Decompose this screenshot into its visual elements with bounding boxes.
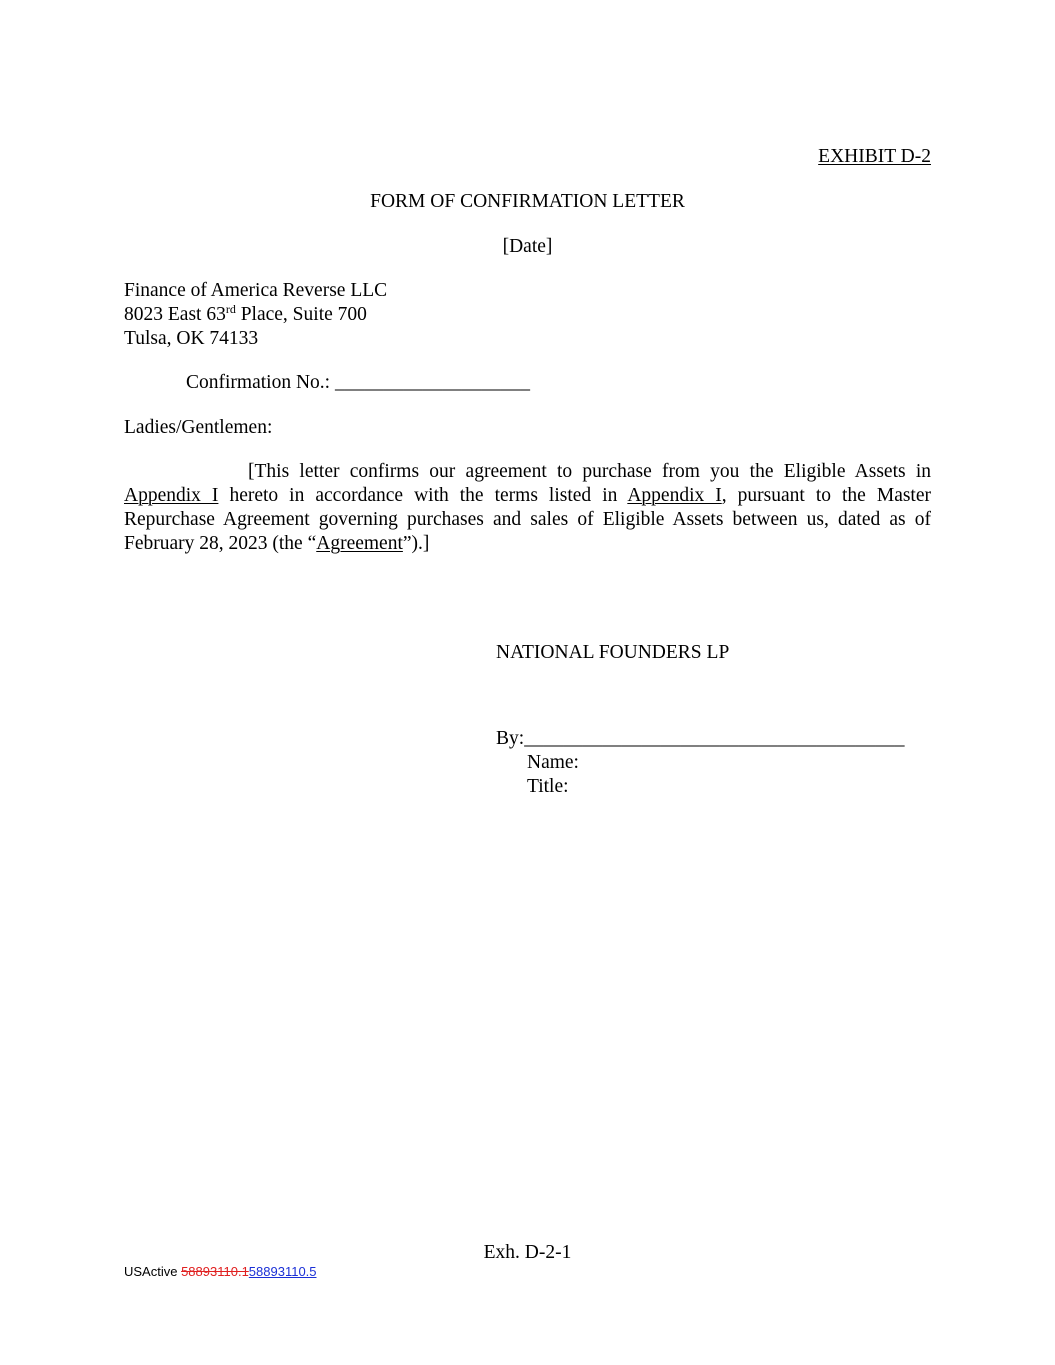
- address-ordinal-suffix: rd: [225, 302, 236, 316]
- signature-name-label: Name:: [527, 752, 579, 773]
- confirmation-label: Confirmation No.:: [186, 372, 335, 393]
- body-text-4: ”).]: [402, 533, 430, 554]
- address-street-rest: Place, Suite 700: [235, 304, 367, 325]
- address-line-3: Tulsa, OK 74133: [124, 328, 259, 349]
- address-line-2: [124, 303, 387, 327]
- page-number: Exh. D-2-1: [483, 1242, 572, 1263]
- signature-title-label: Title:: [527, 776, 569, 797]
- recipient-address: [124, 279, 387, 351]
- appendix-link-2: Appendix I: [627, 485, 722, 506]
- body-text-3: , pursuant to the Master Repurchase Agreement governing purchases and sales of Eligible Assets between us, dated as of February 28, 2023 (the “: [124, 485, 931, 554]
- exhibit-label: EXHIBIT D-2: [818, 146, 931, 167]
- address-street-number: 8023 East 63: [124, 304, 226, 325]
- address-line-1: Finance of America Reverse LLC: [124, 280, 388, 301]
- body-text-1: [This letter confirms our agreement to purchase from you the Eligible Assets in: [248, 461, 931, 482]
- doc-id-inserted: 58893110.5: [248, 1264, 317, 1279]
- date-placeholder: [Date]: [502, 236, 553, 257]
- appendix-link-1: Appendix I: [124, 485, 219, 506]
- confirmation-number: [186, 371, 530, 395]
- signature-by-line: [496, 727, 904, 751]
- doc-id-deleted: 58893110.1: [181, 1264, 249, 1279]
- by-label: By:: [496, 728, 525, 749]
- body-text-2: hereto in accordance with the terms listed in: [218, 485, 628, 506]
- document-id: [124, 1264, 317, 1280]
- doc-id-prefix: USActive: [124, 1264, 182, 1279]
- document-title: FORM OF CONFIRMATION LETTER: [370, 191, 685, 212]
- agreement-term: Agreement: [316, 533, 403, 554]
- confirmation-blank: ____________________: [334, 372, 530, 393]
- signatory-company: NATIONAL FOUNDERS LP: [496, 642, 730, 663]
- body-paragraph: [124, 460, 931, 556]
- by-blank: _______________________________________: [524, 728, 905, 749]
- salutation: Ladies/Gentlemen:: [124, 417, 273, 438]
